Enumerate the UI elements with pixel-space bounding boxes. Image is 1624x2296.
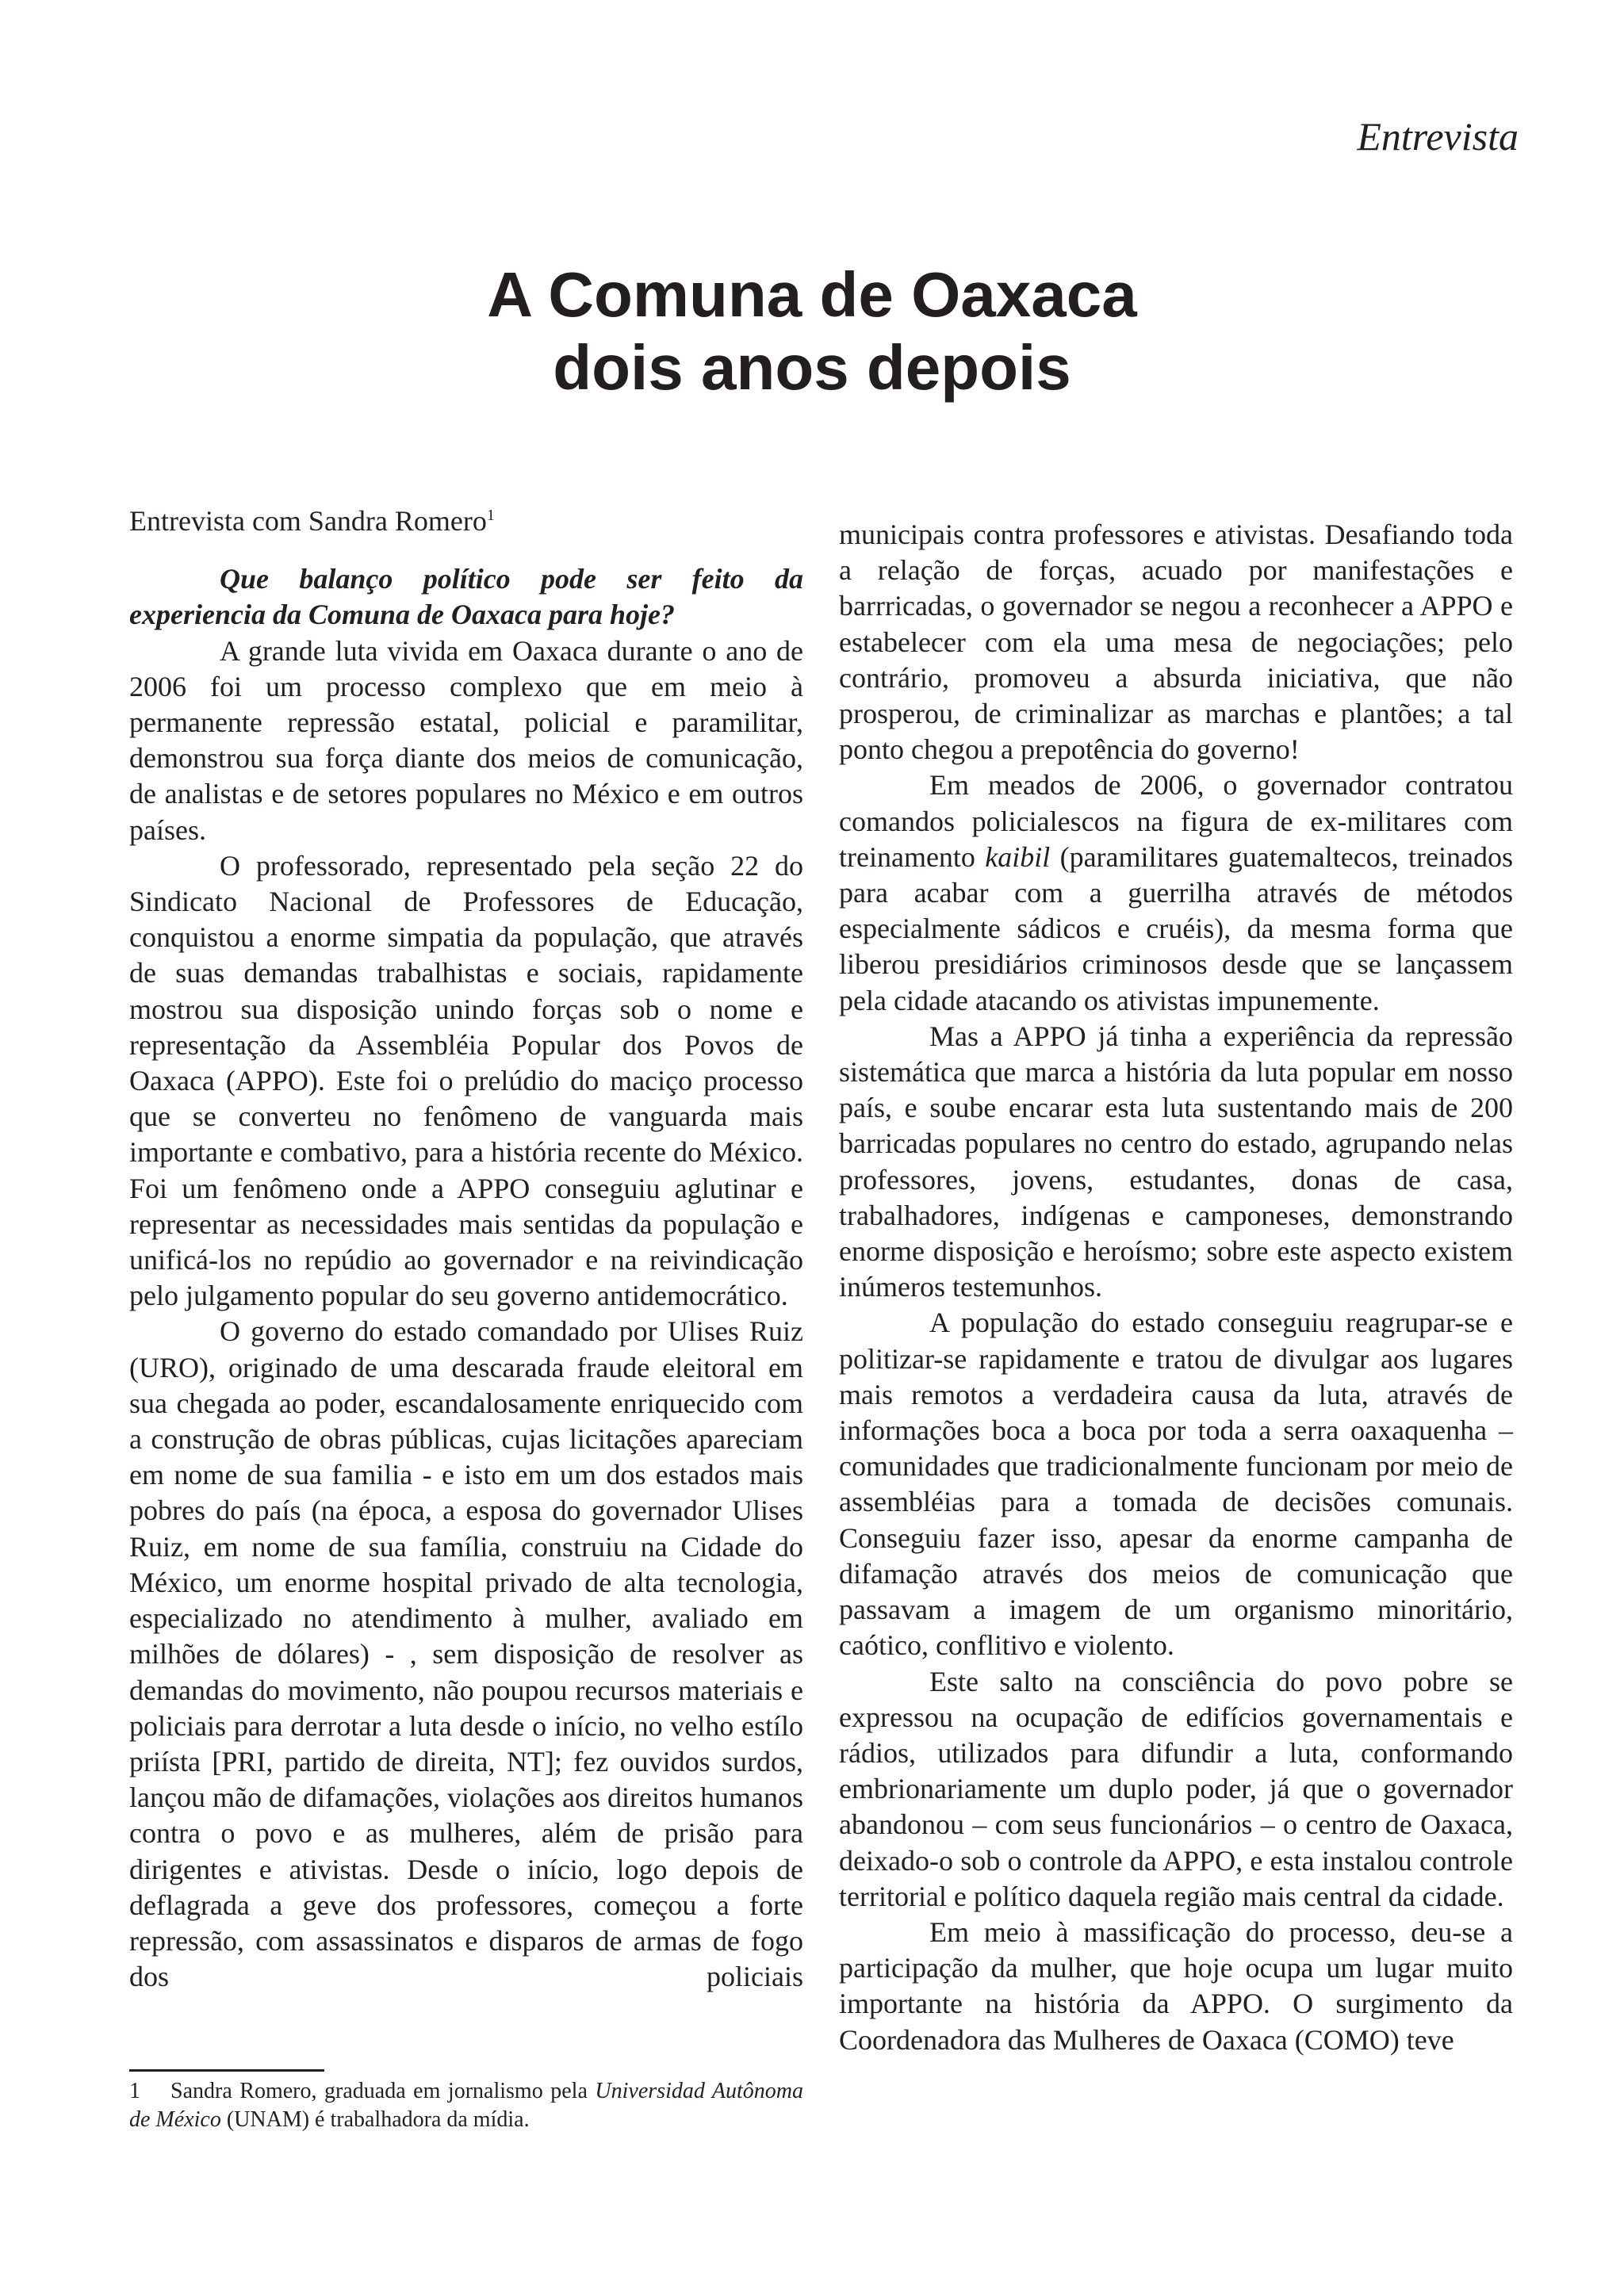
- paragraph-8: Em meio à massificação do processo, deu-se a participação da mulher, que hoje ocupa um lugar muito importante na história da APPO. O surgimento da Coordenadora das Mulheres de Oaxaca (COMO) teve: [839, 1915, 1513, 2056]
- paragraph-6: A população do estado conseguiu reagrupar-se e politizar-se rapidamente e tratou de divulgar aos lugares mais remotos a verdadeira causa da luta, através de informações boca a boca por toda a serra oaxaquenha – comunidades que tradicionalmente funcionam por meio de assembléias para a tomada de decisões comunais. Conseguiu fazer isso, apesar da enorme campanha de difamação através dos meios de comunicação que passavam a imagem de um organismo minoritário, caótico, conflitivo e violento.: [839, 1307, 1513, 1662]
- title-line-2: dois anos depois: [553, 332, 1071, 403]
- footnote-text-after: (UNAM) é trabalhadora da mídia.: [220, 2107, 530, 2132]
- section-label: Entrevista: [1357, 114, 1519, 159]
- article-title: [0, 258, 1624, 404]
- footnote: [129, 2077, 803, 2134]
- paragraph-5: Mas a APPO já tinha a experiência da repressão sistemática que marca a história da luta popular em nosso país, e soube encarar esta luta sustentando mais de 200 barricadas populares no centro do estado, agrupando nelas professores, jovens, estudantes, donas de casa, trabalhadores, indígenas e camponeses, demonstrando enorme disposição e heroísmo; sobre este aspecto existem inúmeros testemunhos.: [839, 1020, 1513, 1303]
- footnote-number: 1: [129, 2079, 140, 2103]
- paragraph-3-end: municipais contra professores e ativistas. Desafiando toda a relação de forças, acuado por manifestações e barrricadas, o governador se negou a reconhecer a APPO e estabelecer com ela uma mesa de negociações; pelo contrário, promoveu a absurda iniciativa, que não prosperou, de criminalizar as marchas e plantões; a tal ponto chegou a prepotência do governo!: [839, 519, 1513, 766]
- byline-text: Entrevista com Sandra Romero: [129, 505, 487, 537]
- paragraph-7: Este salto na consciência do povo pobre se expressou na ocupação de edifícios governamentais e rádios, utilizados para difundir a luta, conformando embrionariamente um duplo poder, já que o governador abandonou – com seus funcionários – o centro de Oaxaca, deixado-o sob o controle da APPO, e esta instalou controle territorial e político daquela região mais central da cidade.: [839, 1665, 1513, 1912]
- title-line-1: A Comuna de Oaxaca: [487, 259, 1137, 330]
- paragraph-3-start: O governo do estado comandado por Ulises Ruiz (URO), originado de uma descarada fraude eleitoral em sua chegada ao poder, escandalosamente enriquecido com a construção de obras públicas, cujas licitações apareciam em nome de sua familia - e isto em um dos estados mais pobres do país (na época, a esposa do governador Ulises Ruiz, em nome de sua família, construiu na Cidade do México, um enorme hospital privado de alta tecnologia, especializado no atendimento à mulher, avaliado em milhões de dólares) - , sem disposição de resolver as demandas do movimento, não poupou recursos materiais e policiais para derrotar a luta desde o início, no velho estílo priísta [PRI, partido de direita, NT]; fez ouvidos surdos, lançou mão de difamações, violações aos direitos humanos contra o povo e as mulheres, além de prisão para dirigentes e ativistas. Desde o início, logo depois de deflagrada a geve dos professores, começou a forte repressão, com assassinatos e disparos de armas de fogo dos policiais: [129, 1315, 803, 1993]
- paragraph-1: A grande luta vivida em Oaxaca durante o ano de 2006 foi um processo complexo que em meio à permanente repressão estatal, policial e paramilitar, demonstrou sua força diante dos meios de comunicação, de analistas e de setores populares no México e em outros países.: [129, 634, 803, 846]
- interview-question: Que balanço político pode ser feito da experiencia da Comuna de Oaxaca para hoje?: [129, 563, 803, 631]
- footnote-rule: [129, 2069, 324, 2072]
- paragraph-4: [839, 767, 1513, 1018]
- paragraph-2: O professorado, representado pela seção 22 do Sindicato Nacional de Professores de Educação, conquistou a enorme simpatia da população, que através de suas demandas trabalhistas e sociais, rapidamente mostrou sua disposição unindo forças sob o nome e representação da Assembléia Popular dos Povos de Oaxaca (APPO). Este foi o prelúdio do maciço processo que se converteu no fenômeno de vanguarda mais importante e combativo, para a história recente do México. Foi um fenômeno onde a APPO conseguiu aglutinar e representar as necessidades mais sentidas da população e unificá-los no repúdio ao governador e na reivindicação pelo julgamento popular do seu governo antidemocrático.: [129, 849, 803, 1312]
- kaibil-after: (paramilitares guatemaltecos, treinados para acabar com a guerrilha através de métodos especialmente sádicos e cruéis), da mesma forma que liberou presidiários criminosos desde que se lançassem pela cidade atacando os ativistas impunemente.: [839, 840, 1513, 1016]
- byline: [129, 503, 803, 539]
- footnote-text-before: Sandra Romero, graduada em jornalismo pela: [170, 2079, 596, 2103]
- kaibil-term: kaibil: [985, 840, 1051, 873]
- left-column: [129, 503, 803, 1995]
- kaibil-before: Em meados de 2006, o governador contratou comandos policialescos na figura de ex-militares com treinamento: [839, 769, 1513, 873]
- footnote-ref: 1: [486, 507, 495, 524]
- right-column: [839, 517, 1513, 2058]
- footnote-text-italic: Universidad Autônoma de México: [129, 2079, 803, 2132]
